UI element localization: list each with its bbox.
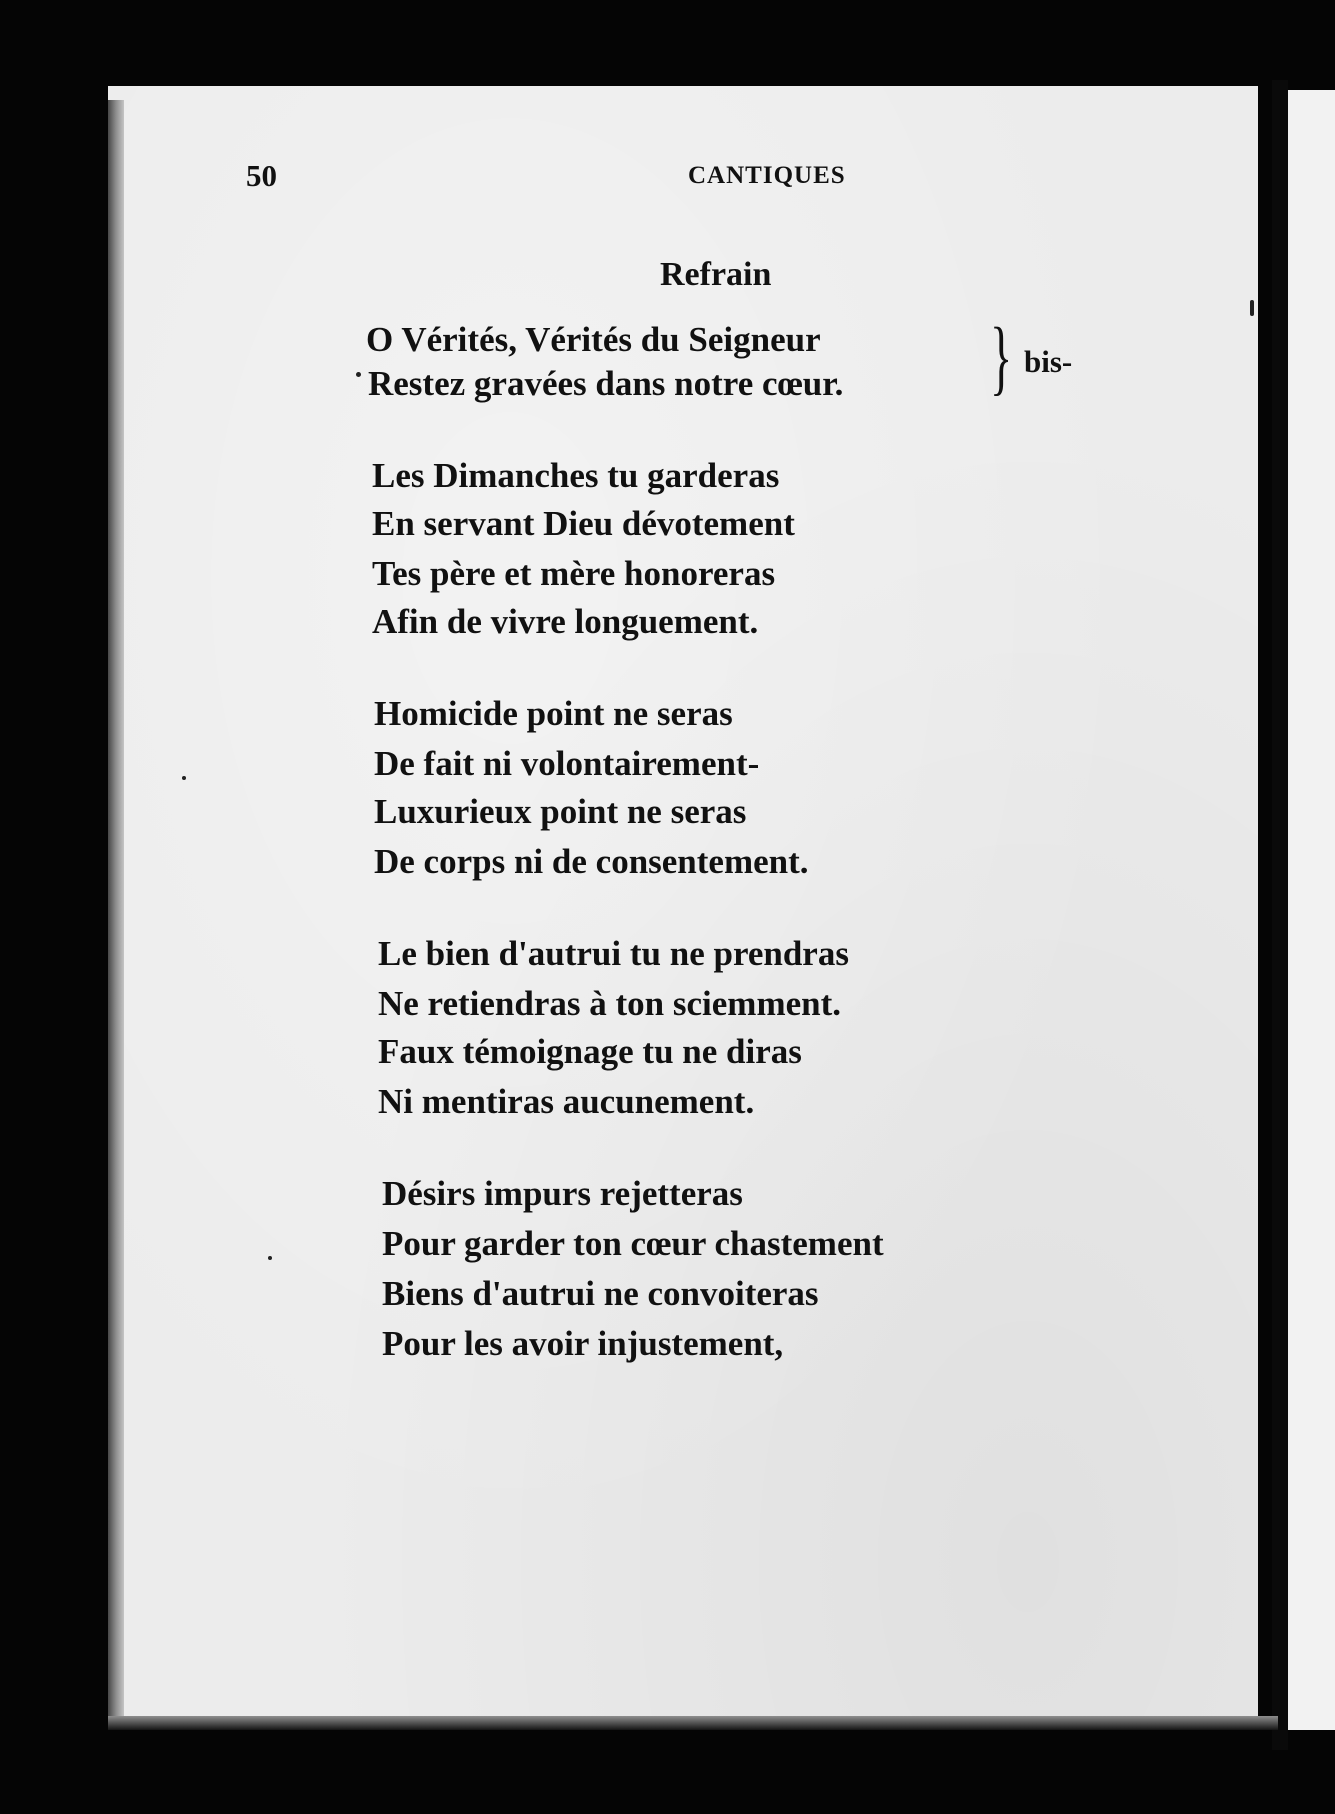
stanza-3-line-1: Le bien d'autrui tu ne prendras bbox=[378, 934, 849, 973]
stanza-4-line-3: Biens d'autrui ne convoiteras bbox=[382, 1274, 819, 1313]
stanza-4-line-2: Pour garder ton cœur chastement bbox=[382, 1224, 884, 1263]
stanza-1-line-4: Afin de vivre longuement. bbox=[372, 602, 759, 641]
refrain-line-1: O Vérités, Vérités du Seigneur bbox=[366, 320, 821, 359]
repeat-brace: } bbox=[990, 311, 1013, 404]
running-title: CANTIQUES bbox=[688, 162, 846, 189]
page-number: 50 bbox=[246, 158, 277, 193]
refrain-heading: Refrain bbox=[660, 256, 772, 293]
scan-speck bbox=[356, 372, 361, 377]
stanza-2-line-4: De corps ni de consentement. bbox=[374, 842, 809, 881]
facing-page-edge bbox=[1288, 90, 1335, 1730]
stanza-3-line-4: Ni mentiras aucunement. bbox=[378, 1082, 755, 1121]
stanza-2-line-1: Homicide point ne seras bbox=[374, 694, 733, 733]
stanza-1-line-1: Les Dimanches tu garderas bbox=[372, 456, 780, 495]
page-bottom-edge bbox=[108, 1716, 1278, 1730]
repeat-mark: bis- bbox=[1024, 344, 1073, 379]
stanza-2-line-3: Luxurieux point ne seras bbox=[374, 792, 747, 831]
scan-speck bbox=[268, 1256, 272, 1260]
stanza-1-line-3: Tes père et mère honoreras bbox=[372, 554, 776, 593]
refrain-line-2: Restez gravées dans notre cœur. bbox=[368, 364, 844, 403]
stanza-4-line-4: Pour les avoir injustement, bbox=[382, 1324, 784, 1363]
stanza-3-line-3: Faux témoignage tu ne diras bbox=[378, 1032, 802, 1071]
stanza-1-line-2: En servant Dieu dévotement bbox=[372, 504, 795, 543]
page-spine-shadow bbox=[108, 100, 124, 1730]
scan-speck bbox=[182, 776, 186, 780]
stanza-2-line-2: De fait ni volontairement- bbox=[374, 744, 760, 783]
scan-speck bbox=[1250, 300, 1254, 316]
stanza-4-line-1: Désirs impurs rejetteras bbox=[382, 1174, 743, 1213]
page-gutter bbox=[1272, 80, 1288, 1750]
stanza-3-line-2: Ne retiendras à ton sciemment. bbox=[378, 984, 841, 1023]
